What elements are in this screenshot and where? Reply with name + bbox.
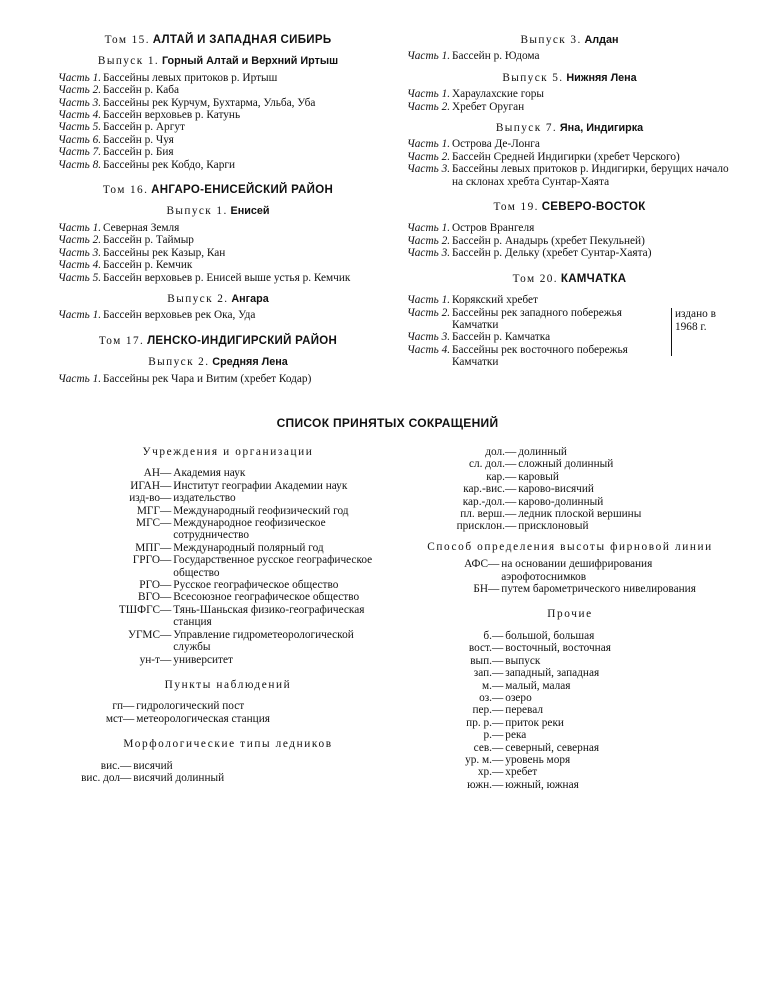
abbreviation-key: оз. <box>479 691 492 704</box>
abbreviation-row <box>78 591 378 603</box>
abbreviation-row <box>410 483 730 495</box>
abbreviation-dash: — <box>492 778 504 791</box>
other-abbreviations-list <box>410 630 730 791</box>
abbreviation-meaning: долинный <box>518 446 567 458</box>
part-item <box>407 151 732 163</box>
volume-title <box>407 201 732 213</box>
abbreviation-dash: — <box>160 554 172 567</box>
abbreviation-dash: — <box>120 759 132 772</box>
observation-points-list <box>78 700 378 725</box>
issue-label: Выпуск 2. <box>148 356 210 369</box>
part-label: Часть 2. <box>407 234 451 247</box>
abbreviation-row <box>410 642 730 654</box>
abbreviation-row <box>410 704 730 716</box>
abbreviation-key: мст <box>105 712 123 725</box>
abbreviation-meaning: карово-висячий <box>518 483 594 496</box>
abbreviation-dash: — <box>492 629 504 642</box>
abbreviation-meaning: каровый <box>518 470 559 483</box>
part-item <box>407 331 665 343</box>
abbreviation-key: кар.-вис. <box>463 483 505 496</box>
part-label: Часть 4. <box>58 259 102 272</box>
abbreviation-row <box>410 458 730 470</box>
abbreviation-key: РГО <box>139 579 160 592</box>
abbreviation-key: гп <box>112 700 123 713</box>
part-text: Бассейн Средней Индигирки (хребет Черского) <box>452 150 680 163</box>
part-item <box>407 294 665 306</box>
abbreviation-dash: — <box>492 654 504 667</box>
abbreviation-row <box>78 713 378 725</box>
abbreviation-key: хр. <box>477 766 492 779</box>
abbreviations-right-column <box>410 446 730 791</box>
abbreviation-key: МГС <box>136 517 160 530</box>
volume-name: АНГАРО-ЕНИСЕЙСКИЙ РАЙОН <box>151 184 334 197</box>
abbreviation-dash: — <box>123 700 135 713</box>
abbreviation-key: УГМС <box>128 628 160 641</box>
abbreviation-dash: — <box>492 741 504 754</box>
abbreviation-meaning: южный, южная <box>505 778 579 791</box>
abbreviation-dash: — <box>160 479 172 492</box>
part-label: Часть 2. <box>58 234 102 247</box>
part-label: Часть 5. <box>58 271 102 284</box>
abbreviation-row <box>410 742 730 754</box>
abbreviation-dash: — <box>160 541 172 554</box>
issue-label: Выпуск 3. <box>520 34 582 46</box>
part-item <box>58 84 378 96</box>
abbreviation-row <box>410 446 730 458</box>
part-text: Бассейны левых притоков р. Индигирки, берущих начало на склонах хребта Сунтар-Хаята <box>452 163 729 188</box>
morphological-types-list <box>78 760 378 785</box>
part-label: Часть 7. <box>58 146 102 159</box>
abbreviation-row <box>78 700 378 712</box>
issue-title <box>407 122 732 134</box>
abbreviation-key: вис. дол <box>81 771 120 784</box>
abbreviation-meaning: на основании дешифрирования аэрофотоснимков <box>501 558 653 583</box>
abbreviation-meaning: Государственное русское географическое общество <box>173 554 373 579</box>
morphological-types-list-cont <box>410 446 730 533</box>
abbreviation-row <box>410 520 730 532</box>
part-item <box>58 309 378 321</box>
abbreviation-dash: — <box>160 653 172 666</box>
abbreviation-meaning: Академия наук <box>173 467 246 480</box>
abbreviation-row <box>78 542 378 554</box>
section-title: Прочие <box>547 608 593 621</box>
part-text: Бассейны рек Кобдо, Карги <box>103 158 236 171</box>
abbreviation-row <box>410 471 730 483</box>
part-label: Часть 1. <box>58 372 102 385</box>
part-item <box>58 134 378 146</box>
abbreviation-row <box>410 692 730 704</box>
abbreviation-row <box>78 517 378 542</box>
part-item <box>58 247 378 259</box>
part-label: Часть 3. <box>58 246 102 259</box>
issue-title <box>58 293 378 305</box>
abbreviation-row <box>78 604 378 629</box>
part-item <box>407 101 732 113</box>
abbreviation-dash: — <box>505 508 517 521</box>
abbreviation-key: вып. <box>470 654 492 667</box>
part-label: Часть 5. <box>58 121 102 134</box>
part-text: Бассейны рек Чара и Витим (хребет Кодар) <box>103 372 312 385</box>
issue-label: Выпуск 1. <box>97 55 160 68</box>
part-label: Часть 1. <box>407 294 451 307</box>
abbreviation-meaning: Русское географическое общество <box>173 579 339 592</box>
abbreviation-row <box>410 667 730 679</box>
abbreviation-meaning: западный, западная <box>505 667 600 680</box>
organizations-list <box>78 467 378 666</box>
volume-label: Том 19. <box>493 201 539 214</box>
abbreviation-key: пр. р. <box>466 716 492 729</box>
volume-name: ЛЕНСКО-ИНДИГИРСКИЙ РАЙОН <box>147 334 338 347</box>
part-label: Часть 3. <box>58 96 102 109</box>
abbreviation-meaning: Тянь-Шаньская физико-географическая станция <box>173 603 365 629</box>
abbreviation-row <box>410 583 730 595</box>
abbreviations-left-column <box>78 446 378 784</box>
abbreviation-meaning: сложный долинный <box>518 458 614 471</box>
part-item <box>407 344 665 369</box>
abbreviations-title: СПИСОК ПРИНЯТЫХ СОКРАЩЕНИЙ <box>276 416 499 430</box>
part-item <box>407 138 732 150</box>
abbreviation-key: АФС <box>464 558 488 571</box>
abbreviation-dash: — <box>160 591 172 604</box>
issue-title <box>58 55 378 67</box>
volume-label: Том 17. <box>98 334 145 347</box>
part-item <box>407 163 732 188</box>
abbreviation-meaning: приток реки <box>505 716 564 729</box>
part-item <box>407 235 732 247</box>
part-text: Бассейн р. Каба <box>103 84 180 97</box>
abbreviation-key: МГГ <box>136 504 160 517</box>
abbreviation-key: южн. <box>467 778 492 791</box>
issue-title <box>407 34 732 46</box>
volume-label: Том 20. <box>512 272 559 285</box>
abbreviation-key: пер. <box>472 704 492 717</box>
section-title: Учреждения и организации <box>142 446 314 458</box>
abbreviation-key: АН <box>143 467 160 480</box>
volume-label: Том 16. <box>102 184 149 197</box>
abbreviation-key: пл. верш. <box>460 508 505 521</box>
abbreviation-meaning: Управление гидрометеорологической службы <box>173 628 354 654</box>
part-text: Бассейн р. Кемчик <box>103 259 193 272</box>
abbreviation-row <box>410 496 730 508</box>
abbreviation-meaning: ледник плоской вершины <box>518 508 642 521</box>
abbreviation-meaning: издательство <box>173 492 236 505</box>
abbreviation-key: МПГ <box>135 541 160 554</box>
part-text: Бассейн р. Дельку (хребет Сунтар-Хаята) <box>452 247 652 260</box>
abbreviation-key: присклон. <box>456 520 505 533</box>
part-label: Часть 1. <box>58 221 102 234</box>
part-label: Часть 1. <box>407 50 451 63</box>
issue-name: Нижняя Лена <box>566 71 637 84</box>
abbreviation-dash: — <box>492 766 504 779</box>
part-text: Бассейны рек восточного побережья Камчатки <box>452 343 628 369</box>
part-label: Часть 3. <box>407 247 451 260</box>
part-item <box>407 222 732 234</box>
issue-name: Средняя Лена <box>212 356 288 369</box>
abbreviation-key: БН <box>473 583 488 596</box>
volume-name: СЕВЕРО-ВОСТОК <box>541 201 646 214</box>
issue-title <box>58 205 378 217</box>
abbreviation-meaning: висячий <box>133 759 173 772</box>
abbreviation-row <box>78 654 378 666</box>
volume-name: КАМЧАТКА <box>560 272 627 285</box>
part-item <box>58 72 378 84</box>
volume-title <box>407 273 732 285</box>
part-text: Хребет Оруган <box>452 100 525 113</box>
part-label: Часть 2. <box>407 150 451 163</box>
part-text: Хараулахские горы <box>452 88 545 101</box>
abbreviation-row <box>410 766 730 778</box>
part-item <box>407 247 732 259</box>
part-text: Бассейн верховьев рек Ока, Уда <box>103 309 256 322</box>
abbreviation-dash: — <box>505 458 517 471</box>
abbreviation-row <box>78 554 378 579</box>
abbreviation-meaning: висячий долинный <box>133 771 225 784</box>
part-text: Бассейн р. Таймыр <box>103 234 194 247</box>
part-label: Часть 1. <box>407 222 451 235</box>
abbreviation-key: сев. <box>473 741 492 754</box>
abbreviation-dash: — <box>160 628 172 641</box>
abbreviation-row <box>78 467 378 479</box>
issue-label: Выпуск 5. <box>502 71 564 84</box>
abbreviation-row <box>410 558 730 583</box>
abbreviation-dash: — <box>492 642 504 655</box>
abbreviation-dash: — <box>488 583 500 596</box>
abbreviation-dash: — <box>160 467 172 480</box>
abbreviation-meaning: озеро <box>505 691 532 704</box>
part-text: Бассейн р. Аргут <box>103 121 185 134</box>
abbreviation-row <box>410 717 730 729</box>
issue-label: Выпуск 2. <box>167 292 229 305</box>
abbreviation-meaning: Международное геофизическое сотрудничество <box>173 517 326 542</box>
abbreviation-key: ИГАН <box>130 479 160 492</box>
part-label: Часть 1. <box>58 71 102 84</box>
abbreviation-dash: — <box>492 667 504 680</box>
section-title: Морфологические типы ледников <box>123 738 333 751</box>
issue-name: Енисей <box>230 205 270 218</box>
abbreviation-row <box>410 508 730 520</box>
part-label: Часть 1. <box>407 88 451 101</box>
abbreviation-key: ур. м. <box>465 753 492 766</box>
part-text: Бассейны рек Казыр, Кан <box>103 246 226 259</box>
part-label: Часть 2. <box>407 306 451 319</box>
abbreviation-row <box>410 655 730 667</box>
part-label: Часть 6. <box>58 133 102 146</box>
volume-name: АЛТАЙ И ЗАПАДНАЯ СИБИРЬ <box>152 34 332 46</box>
abbreviation-row <box>78 629 378 654</box>
abbreviation-meaning: Всесоюзное географическое общество <box>173 591 360 604</box>
abbreviation-dash: — <box>492 679 504 692</box>
abbreviation-row <box>410 680 730 692</box>
abbreviation-meaning: выпуск <box>505 654 541 667</box>
part-label: Часть 3. <box>407 163 451 176</box>
abbreviation-key: сл. дол. <box>468 458 505 471</box>
volumes-right-column <box>407 34 732 369</box>
volume-title <box>58 34 378 46</box>
abbreviation-meaning: Институт географии Академии наук <box>173 479 348 492</box>
part-text: Бассейны левых притоков р. Иртыш <box>103 71 278 84</box>
abbreviation-dash: — <box>505 470 517 483</box>
part-text: Бассейн верховьев р. Енисей выше устья р. Кемчик <box>103 271 351 284</box>
abbreviation-meaning: карово-долинный <box>518 495 604 508</box>
part-item <box>407 50 732 62</box>
abbreviation-dash: — <box>492 691 504 704</box>
abbreviation-key: ГРГО <box>132 554 160 567</box>
part-item <box>58 373 378 385</box>
abbreviation-dash: — <box>160 517 172 530</box>
part-label: Часть 2. <box>58 84 102 97</box>
part-text: Корякский хребет <box>452 294 538 307</box>
part-text: Бассейн р. Бия <box>103 146 174 159</box>
part-label: Часть 1. <box>407 138 451 151</box>
abbreviation-dash: — <box>160 579 172 592</box>
part-label: Часть 1. <box>58 309 102 322</box>
abbreviation-dash: — <box>492 729 504 742</box>
firn-method-list <box>410 558 730 595</box>
issue-name: Яна, Индигирка <box>559 122 644 135</box>
abbreviation-row <box>78 760 378 772</box>
abbreviation-dash: — <box>160 504 172 517</box>
issue-label: Выпуск 1. <box>166 205 228 218</box>
publication-note: издано в 1968 г. <box>671 308 723 356</box>
issue-label: Выпуск 7. <box>495 122 558 135</box>
part-item <box>58 222 378 234</box>
abbreviation-meaning: река <box>505 729 527 742</box>
issue-name: Ангара <box>231 292 269 305</box>
part-text: Бассейн р. Юдома <box>452 50 540 63</box>
part-text: Бассейн верховьев р. Катунь <box>103 109 241 122</box>
part-label: Часть 2. <box>407 100 451 113</box>
abbreviation-row <box>78 772 378 784</box>
abbreviation-key: ТШФГС <box>118 603 160 616</box>
abbreviation-meaning: перевал <box>505 704 543 717</box>
abbreviation-meaning: путем барометрического нивелирования <box>501 583 696 596</box>
abbreviation-dash: — <box>488 558 500 571</box>
abbreviation-meaning: присклоновый <box>518 520 589 533</box>
issue-title <box>58 356 378 368</box>
part-text: Бассейны рек западного побережья Камчатки <box>452 306 622 331</box>
abbreviation-meaning: восточный, восточная <box>505 642 611 655</box>
part-text: Северная Земля <box>103 221 180 234</box>
abbreviation-dash: — <box>123 712 135 725</box>
abbreviation-key: дол. <box>485 446 505 458</box>
abbreviation-dash: — <box>505 495 517 508</box>
volume-label: Том 15. <box>104 34 150 46</box>
abbreviation-meaning: малый, малая <box>505 679 571 692</box>
part-label: Часть 4. <box>407 343 451 356</box>
issue-name: Горный Алтай и Верхний Иртыш <box>161 55 339 68</box>
issue-name: Алдан <box>584 34 619 46</box>
abbreviation-dash: — <box>160 603 172 616</box>
part-item <box>407 88 732 100</box>
abbreviation-row <box>410 729 730 741</box>
abbreviation-row <box>78 492 378 504</box>
part-text: Бассейны рек Курчум, Бухтарма, Ульба, Уба <box>103 96 316 109</box>
abbreviation-key: кар. <box>486 470 505 483</box>
abbreviation-meaning: северный, северная <box>505 741 600 754</box>
volume-title <box>58 335 378 347</box>
section-title: Пункты наблюдений <box>164 678 292 691</box>
part-item <box>58 109 378 121</box>
abbreviation-meaning: гидрологический пост <box>136 700 245 713</box>
part-text: Остров Врангеля <box>452 222 535 235</box>
part-label: Часть 8. <box>58 158 102 171</box>
abbreviation-row <box>78 579 378 591</box>
abbreviation-key: р. <box>483 729 492 742</box>
volume-title <box>58 184 378 196</box>
abbreviation-key: м. <box>482 679 492 692</box>
abbreviation-key: ун-т <box>139 653 160 666</box>
abbreviation-key: кар.-дол. <box>462 495 505 508</box>
abbreviation-meaning: университет <box>173 653 233 666</box>
volumes-left-column <box>58 34 378 385</box>
abbreviation-dash: — <box>160 492 172 505</box>
part-item <box>58 146 378 158</box>
abbreviation-dash: — <box>492 716 504 729</box>
part-label: Часть 4. <box>58 109 102 122</box>
abbreviation-meaning: хребет <box>505 766 538 779</box>
abbreviation-dash: — <box>505 520 517 533</box>
part-item <box>58 159 378 171</box>
part-item <box>58 259 378 271</box>
abbreviation-row <box>410 630 730 642</box>
abbreviation-key: зап. <box>473 667 492 680</box>
abbreviation-dash: — <box>492 704 504 717</box>
part-item <box>58 121 378 133</box>
part-text: Бассейн р. Анадырь (хребет Пекульней) <box>452 234 645 247</box>
abbreviation-meaning: большой, большая <box>505 629 595 642</box>
part-text: Острова Де-Лонга <box>452 138 540 151</box>
section-title: Способ определения высоты фирновой линии <box>427 540 713 553</box>
part-item <box>407 307 665 332</box>
part-text: Бассейн р. Камчатка <box>452 331 551 344</box>
abbreviation-key: вост. <box>468 642 492 655</box>
abbreviation-meaning: уровень моря <box>505 753 571 766</box>
abbreviation-meaning: Международный геофизический год <box>173 504 349 517</box>
abbreviation-key: вис. <box>100 759 120 772</box>
abbreviation-dash: — <box>505 446 517 458</box>
volume-20-parts <box>407 294 732 368</box>
part-label: Часть 3. <box>407 331 451 344</box>
abbreviation-row <box>78 480 378 492</box>
part-item <box>58 234 378 246</box>
abbreviation-row <box>78 505 378 517</box>
abbreviation-key: ВГО <box>138 591 160 604</box>
parts-list <box>407 294 665 368</box>
part-item <box>58 272 378 284</box>
part-item <box>58 97 378 109</box>
abbreviation-dash: — <box>120 771 132 784</box>
abbreviation-meaning: Международный полярный год <box>173 541 324 554</box>
abbreviation-dash: — <box>505 483 517 496</box>
abbreviation-row <box>410 779 730 791</box>
issue-title <box>407 72 732 84</box>
abbreviation-key: изд-во <box>129 492 160 505</box>
abbreviation-meaning: метеорологическая станция <box>136 712 270 725</box>
abbreviation-key: б. <box>483 629 492 642</box>
part-text: Бассейн р. Чуя <box>103 133 174 146</box>
abbreviation-dash: — <box>492 753 504 766</box>
abbreviation-row <box>410 754 730 766</box>
